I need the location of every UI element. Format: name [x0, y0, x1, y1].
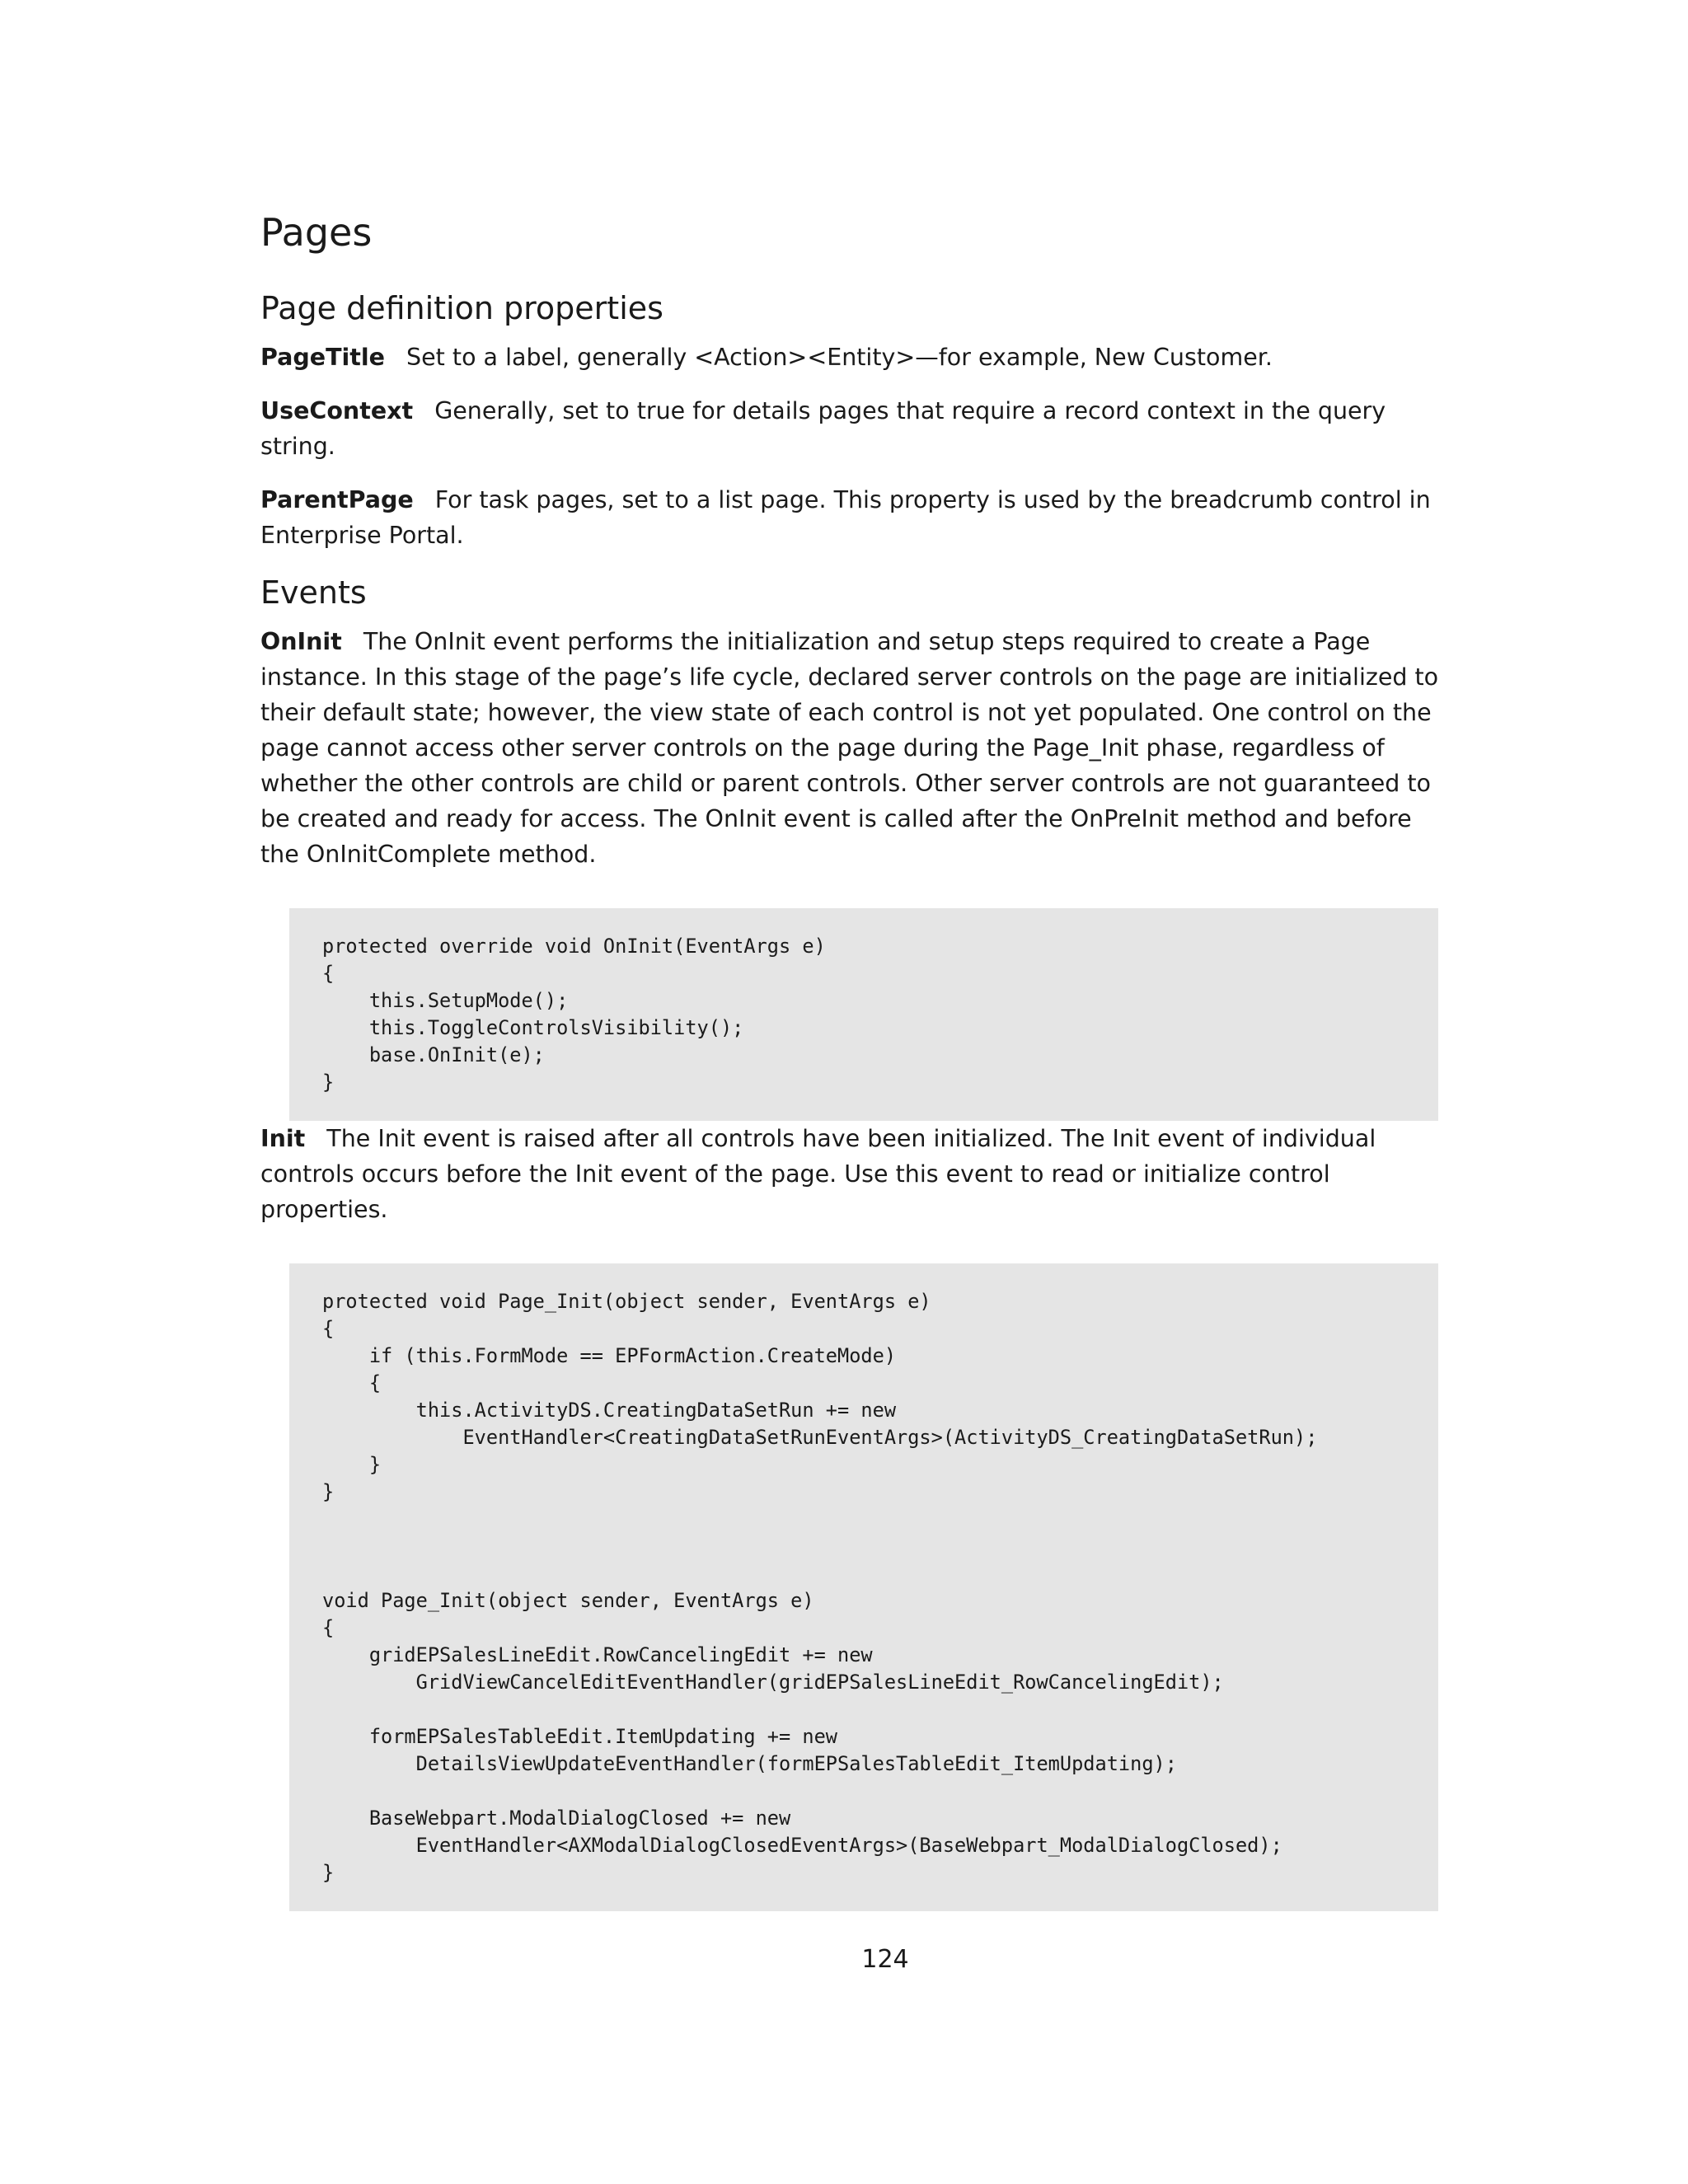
event-oninit — [260, 624, 1456, 872]
term-oninit: OnInit — [260, 628, 342, 655]
desc-parentpage: For task pages, set to a list page. This property is used by the breadcrumb control in Enterprise Portal. — [260, 486, 1431, 549]
code-page-init: protected void Page_Init(object sender, EventArgs e) { if (this.FormMode == EPFormAction.CreateMode) { this.ActivityDS.CreatingDataSetRun += new EventHandler<CreatingDataSetRunEventArgs>(ActivityDS_CreatingDataSetRun); } } void Page_Init(object sender, EventArgs e) { gridEPSalesLineEdit.RowCancelingEdit += new GridViewCancelEditEventHandler(gridEPSalesLineEdit_RowCancelingEdit); formEPSalesTableEdit.ItemUpdating += new DetailsViewUpdateEventHandler(formEPSalesTableEdit_ItemUpdating); BaseWebpart.ModalDialogClosed += new EventHandler<AXModalDialogClosedEventArgs>(BaseWebpart_ModalDialogClosed); } — [322, 1290, 1318, 1884]
property-parentpage — [260, 482, 1456, 553]
term-init: Init — [260, 1125, 306, 1152]
page-content — [260, 208, 1456, 1911]
desc-init: The Init event is raised after all controls have been initialized. The Init event of individual controls occurs before the Init event of the page. Use this event to read or initialize control properties. — [260, 1125, 1376, 1223]
property-pagetitle — [260, 340, 1456, 375]
page-heading: Pages — [260, 210, 373, 255]
code-block-oninit — [289, 908, 1438, 1121]
desc-usecontext: Generally, set to true for details pages that require a record context in the query string. — [260, 397, 1386, 460]
event-init — [260, 1121, 1456, 1227]
property-usecontext — [260, 393, 1456, 464]
term-parentpage: ParentPage — [260, 486, 414, 513]
term-pagetitle: PageTitle — [260, 344, 386, 371]
code-oninit: protected override void OnInit(EventArgs e) { this.SetupMode(); this.ToggleControlsVisibility(); base.OnInit(e); } — [322, 935, 826, 1094]
term-usecontext: UseContext — [260, 397, 414, 424]
page-number: 124 — [861, 1945, 909, 1974]
code-block-page-init — [289, 1263, 1438, 1911]
desc-oninit: The OnInit event performs the initialization and setup steps required to create a Page instance. In this stage of the page’s life cycle, declared server controls on the page are initialized to their default state; however, the view state of each control is not yet populated. One control on the page cannot access other server controls on the page during the Page_Init phase, regardless of whether the other controls are child or parent controls. Other server controls are not guaranteed to be created and ready for access. The OnInit event is called after the OnPreInit method and before the OnInitComplete method. — [260, 628, 1439, 868]
section-title-events: Events — [260, 574, 367, 611]
section-title-page-definition: Page definition properties — [260, 290, 663, 326]
desc-pagetitle: Set to a label, generally <Action><Entity>—for example, New Customer. — [406, 344, 1273, 371]
